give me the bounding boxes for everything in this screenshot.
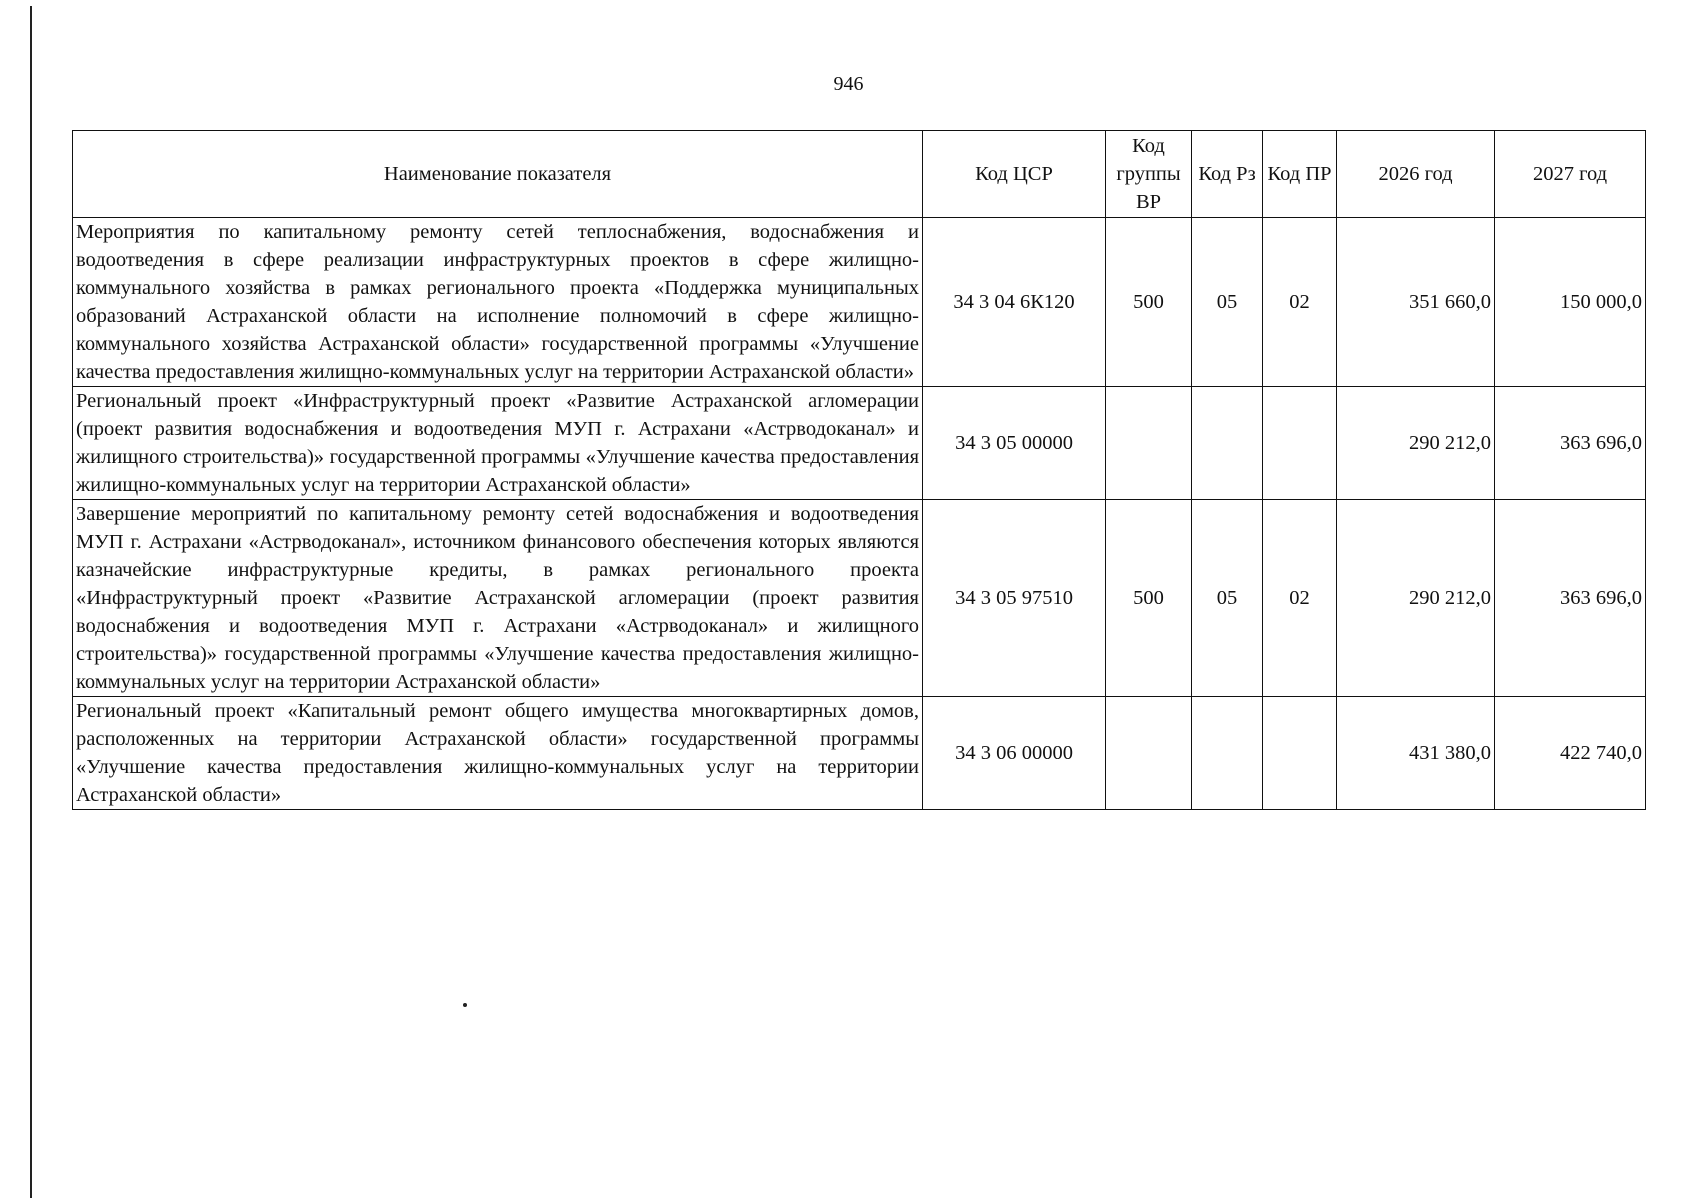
row-2027: 363 696,0 [1495,387,1646,500]
row-pr [1263,697,1337,810]
row-2027: 422 740,0 [1495,697,1646,810]
header-name: Наименование показателя [73,131,923,218]
row-2026: 290 212,0 [1337,387,1495,500]
row-2026: 290 212,0 [1337,500,1495,697]
header-2027: 2027 год [1495,131,1646,218]
budget-table [72,130,1646,810]
row-2026: 351 660,0 [1337,218,1495,387]
row-csr: 34 3 05 00000 [923,387,1106,500]
row-rz: 05 [1192,500,1263,697]
header-pr: Код ПР [1263,131,1337,218]
header-csr: Код ЦСР [923,131,1106,218]
row-rz [1192,697,1263,810]
row-rz: 05 [1192,218,1263,387]
row-2027: 363 696,0 [1495,500,1646,697]
table-header-row [73,131,1646,218]
row-csr: 34 3 05 97510 [923,500,1106,697]
row-rz [1192,387,1263,500]
row-name: Завершение мероприятий по капитальному ремонту сетей водоснабжения и водоотведения МУП г. Астрахани «Астрводоканал», источником финансового обеспечения которых являются казначейские инфраструктурные кредиты, в рамках регионального проекта «Инфраструктурный проект «Развитие Астраханской агломерации (проект развития водоснабжения и водоотведения МУП г. Астрахани «Астрводоканал» и жилищного строительства)» государственной программы «Улучшение качества предоставления жилищно-коммунальных услуг на территории Астраханской области» [73,500,923,697]
row-pr: 02 [1263,500,1337,697]
header-rz: Код Рз [1192,131,1263,218]
row-2027: 150 000,0 [1495,218,1646,387]
row-2026: 431 380,0 [1337,697,1495,810]
row-pr [1263,387,1337,500]
row-name: Региональный проект «Инфраструктурный проект «Развитие Астраханской агломерации (проект развития водоснабжения и водоотведения МУП г. Астрахани «Астрводоканал» и жилищного строительства)» государственной программы «Улучшение качества предоставления жилищно-коммунальных услуг на территории Астраханской области» [73,387,923,500]
row-pr: 02 [1263,218,1337,387]
table-row [73,500,1646,697]
row-csr: 34 3 04 6К120 [923,218,1106,387]
row-vr [1106,697,1192,810]
row-csr: 34 3 06 00000 [923,697,1106,810]
row-vr [1106,387,1192,500]
table-row [73,697,1646,810]
page-number: 946 [833,73,864,95]
row-name: Мероприятия по капитальному ремонту сетей теплоснабжения, водоснабжения и водоотведения в сфере реализации инфраструктурных проектов в сфере жилищно-коммунального хозяйства в рамках регионального проекта «Поддержка муниципальных образований Астраханской области на исполнение полномочий в сфере жилищно-коммунального хозяйства Астраханской области» государственной программы «Улучшение качества предоставления жилищно-коммунальных услуг на территории Астраханской области» [73,218,923,387]
header-vr: Код группы ВР [1106,131,1192,218]
row-vr: 500 [1106,218,1192,387]
table-row [73,218,1646,387]
table-row [73,387,1646,500]
header-2026: 2026 год [1337,131,1495,218]
row-vr: 500 [1106,500,1192,697]
binding-edge-line [30,6,32,1198]
scan-speck [463,1003,467,1007]
row-name: Региональный проект «Капитальный ремонт общего имущества многоквартирных домов, расположенных на территории Астраханской области» государственной программы «Улучшение качества предоставления жилищно-коммунальных услуг на территории Астраханской области» [73,697,923,810]
